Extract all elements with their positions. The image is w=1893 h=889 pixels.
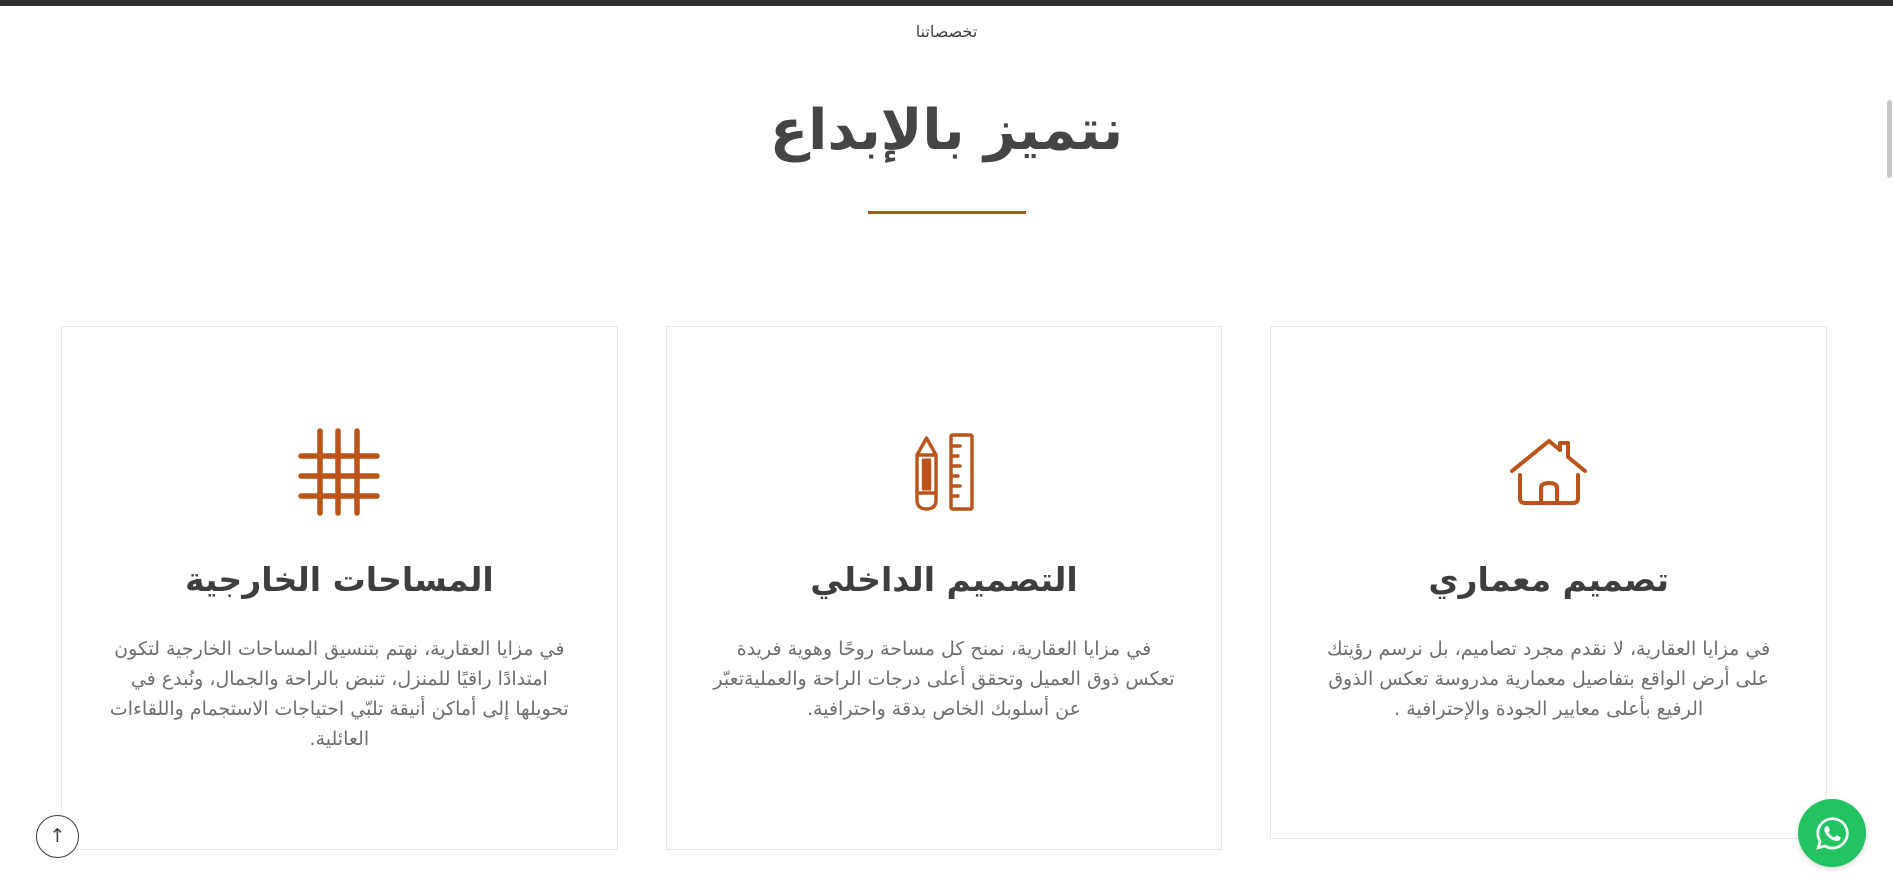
grid-icon: [108, 427, 571, 517]
section-label: تخصصاتنا: [915, 22, 978, 41]
card-title: التصميم الداخلي: [810, 560, 1078, 599]
scrollbar-thumb[interactable]: [1887, 100, 1892, 178]
card-description: في مزايا العقارية، نهتم بتنسيق المساحات الخارجية لتكون امتدادًا راقيًا للمنزل، تنبض بالراحة والجمال، ونُبدع في تحويلها إلى أماكن أنيقة تلبّي احتياجات الاستجمام واللقاءات العائلية.: [109, 638, 569, 750]
scroll-to-top-button[interactable]: [36, 815, 79, 858]
house-icon: [1317, 427, 1780, 517]
pencil-ruler-icon: [713, 427, 1176, 517]
page-title: نتميز بالإبداع: [769, 98, 1124, 163]
heading-divider: [868, 211, 1026, 214]
card-title: تصميم معماري: [1428, 560, 1669, 599]
cards-row: [61, 326, 1827, 850]
card-interior-design: [666, 326, 1223, 850]
card-description: في مزايا العقارية، نمنح كل مساحة روحًا وهوية فريدة تعكس ذوق العميل وتحقق أعلى درجات الراحة والعمليةتعبّر عن أسلوبك الخاص بدقة واحترافية.: [713, 638, 1175, 720]
card-outdoor-spaces: [61, 326, 618, 850]
whatsapp-button[interactable]: [1798, 799, 1866, 867]
card-description: في مزايا العقارية، لا نقدم مجرد تصاميم، بل نرسم رؤيتك على أرض الواقع بتفاصيل معمارية مدروسة تعكس الذوق الرفيع بأعلى معايير الجودة والإحترافية .: [1327, 638, 1771, 720]
card-title: المساحات الخارجية: [184, 560, 494, 599]
specialties-section: [0, 22, 1893, 850]
whatsapp-icon: [1814, 815, 1851, 852]
top-bar: [0, 0, 1893, 6]
card-architectural-design: [1270, 326, 1827, 839]
up-arrow-icon: ↑: [49, 825, 66, 847]
